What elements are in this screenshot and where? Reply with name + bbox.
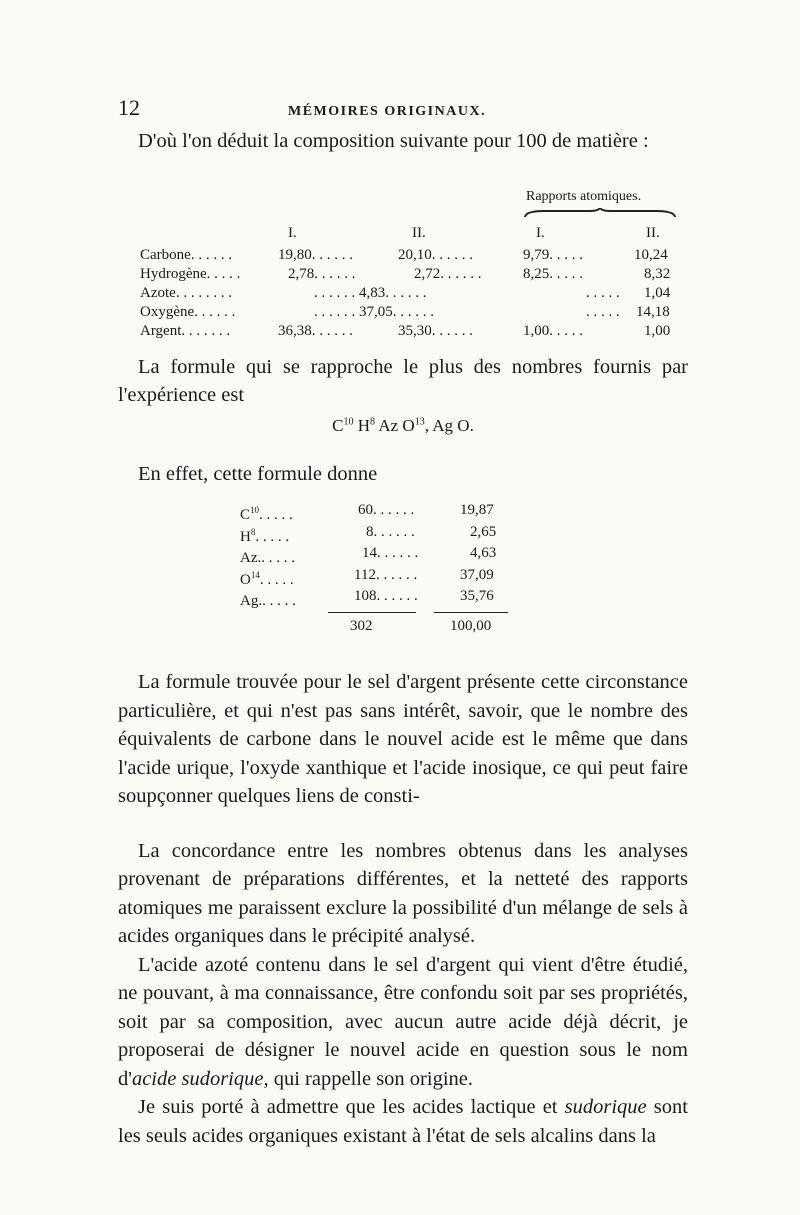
- mass-value: 60. . . . . .: [358, 502, 415, 518]
- col-header-ratio-i: I.: [536, 224, 545, 241]
- formula-h-sub: 8: [370, 415, 376, 427]
- formula-o-sub: 13: [414, 415, 425, 427]
- mass-value: 108. . . . . .: [354, 588, 418, 604]
- mass-value: 112. . . . . .: [354, 566, 418, 583]
- brace-icon: [524, 208, 676, 218]
- paragraph-concordance: La concordance entre les nombres obtenus dans les analyses provenant de préparations différentes, et la netteté des rapports atomiques me paraissent exclure la possibilité d'un mélange de sels à acides organiques dans le précipité analysé.: [118, 839, 688, 947]
- ratio-i: . . . . .: [586, 284, 620, 301]
- formula: [118, 416, 688, 446]
- term-acide-sudorique: acide sudorique,: [131, 1067, 269, 1090]
- composition-table: [118, 164, 688, 339]
- value-i: 19,80. . . . . .: [278, 246, 353, 263]
- percent-value: 4,63: [470, 545, 497, 561]
- value-i: 36,38. . . . . .: [278, 322, 353, 339]
- row-label: Hydrogène. . . . .: [140, 265, 241, 282]
- row-label: Oxygène. . . . . .: [140, 303, 236, 320]
- calculation-table: [118, 500, 688, 650]
- formula-o: O: [402, 415, 415, 435]
- formula-az: Az: [378, 415, 399, 435]
- page-number: 12: [118, 95, 140, 120]
- ratio-ii: 10,24: [634, 246, 668, 263]
- row-label: Azote. . . . . . . .: [140, 284, 233, 301]
- element-symbol: $C^{10}$. . . . .: [240, 505, 293, 523]
- element-symbol: $H^8$. . . . .: [240, 526, 290, 545]
- mass-value: 14. . . . . .: [362, 545, 419, 561]
- paragraph-acide-sudorique: L'acide azoté contenu dans le sel d'argent qui vient d'être étudié, ne pouvant, à ma connaissance, être confondu soit par ses propriétés, soit par sa composition, avec aucun autre acide déjà décrit, je proposerai de désigner le nouvel acide en question sous le nom d'acide sudorique, qui rappelle son origine.: [118, 953, 688, 1090]
- value-ii: 20,10. . . . . .: [398, 246, 473, 263]
- ratio-ii: 8,32: [644, 265, 671, 282]
- ratio-i: 1,00. . . . .: [523, 322, 583, 339]
- sum-rule-mass: [328, 612, 416, 613]
- rapports-atomiques-label: Rapports atomiques.: [526, 188, 642, 204]
- percent-value: 37,09: [460, 566, 494, 583]
- sum-rule-percent: [434, 612, 508, 613]
- col-header-i: I.: [288, 224, 297, 241]
- ratio-i: . . . . .: [586, 303, 620, 320]
- value-ii: . . . . . . 4,83. . . . . .: [314, 284, 427, 301]
- value-i: 2,78. . . . . .: [288, 265, 356, 282]
- ratio-ii: 1,04: [644, 284, 671, 301]
- element-symbol: $O^{14}$. . . . .: [240, 569, 294, 588]
- col-header-ii: II.: [412, 224, 426, 241]
- effet-text: En effet, cette formule donne: [138, 462, 378, 485]
- percent-value: 19,87: [460, 502, 494, 518]
- value-ii: . . . . . . 37,05. . . . . .: [314, 303, 434, 320]
- ratio-ii: 1,00: [644, 322, 671, 339]
- percent-value: 2,65: [470, 523, 497, 540]
- formula-intro: La formule qui se rapproche le plus des nombres fournis par l'expérience est: [118, 355, 688, 406]
- formula-ag: , Ag O.: [424, 415, 474, 435]
- ratio-i: 8,25. . . . .: [523, 265, 583, 282]
- formula-h: H: [357, 415, 371, 435]
- term-sudorique: sudorique: [564, 1096, 647, 1118]
- formula-c-sub: 10: [343, 415, 354, 427]
- page-header: [118, 95, 688, 125]
- mass-value: 8. . . . . .: [366, 523, 415, 540]
- paragraph-acides-lactique: Je suis porté à admettre que les acides lactique et sudorique sont les seuls acides organiques existant à l'état de sels alcalins dans la: [118, 1096, 688, 1147]
- document-page: [118, 95, 688, 1150]
- formula-c: C: [332, 415, 344, 435]
- paragraph-formule: La formule trouvée pour le sel d'argent présente cette circonstance particulière, et qui n'est pas sans intérêt, savoir, que le nombre des équivalents de carbone dans le nouvel acide est le même que dans l'acide urique, l'oxyde xanthique et l'acide inosique, ce qui peut faire soupçonner quelques liens de consti-: [118, 671, 688, 807]
- value-ii: 35,30. . . . . .: [398, 322, 473, 339]
- ratio-i: 9,79. . . . .: [523, 246, 583, 263]
- total-percent: 100,00: [450, 618, 492, 634]
- col-header-ratio-ii: II.: [646, 224, 660, 241]
- row-label: Argent. . . . . . .: [140, 322, 231, 339]
- ratio-ii: 14,18: [636, 303, 670, 320]
- element-symbol: Ag.. . . . .: [240, 593, 296, 609]
- percent-value: 35,76: [460, 588, 494, 604]
- intro-text: D'où l'on déduit la composition suivante pour 100 de matière :: [138, 130, 649, 152]
- element-symbol: Az.. . . . .: [240, 550, 295, 566]
- row-label: Carbone. . . . . .: [140, 246, 233, 263]
- total-mass: 302: [350, 618, 373, 634]
- running-title: MÉMOIRES ORIGINAUX.: [288, 104, 487, 119]
- value-ii: 2,72. . . . . .: [414, 265, 482, 282]
